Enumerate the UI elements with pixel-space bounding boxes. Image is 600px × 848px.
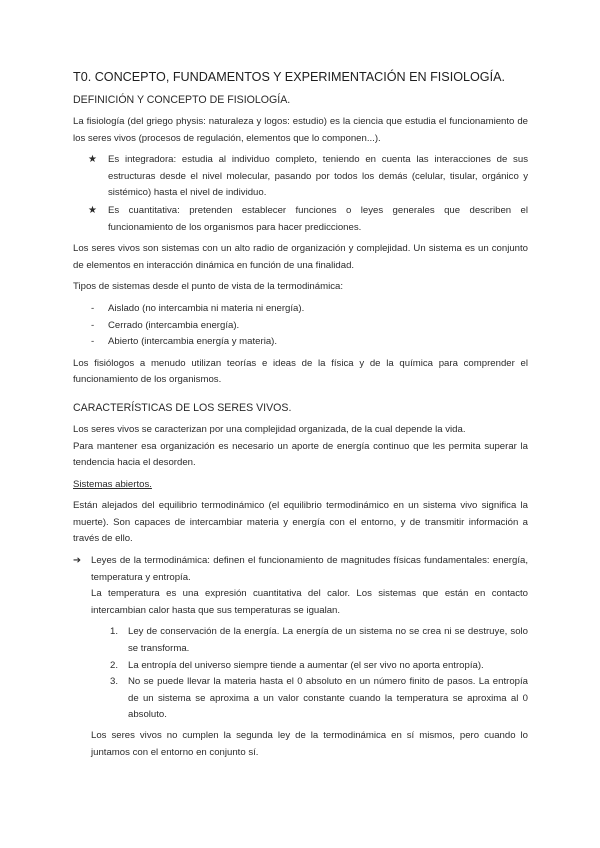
star-icon: ★ (88, 154, 97, 166)
thermodynamics-list (73, 553, 528, 586)
list-item: - Cerrado (intercambia energía). (73, 318, 528, 335)
complexity-paragraph: Los seres vivos se caracterizan por una complejidad organizada, de la cual depende la vida. (73, 423, 466, 435)
document-title: T0. CONCEPTO, FUNDAMENTOS Y EXPERIMENTACIÓN EN FISIOLOGÍA. (73, 70, 505, 84)
star-icon: ★ (88, 204, 97, 216)
section-heading-definition: DEFINICIÓN Y CONCEPTO DE FISIOLOGÍA. (73, 94, 291, 106)
list-item: - Aislado (no intercambia ni materia ni energía). (73, 301, 528, 318)
energy-paragraph: Para mantener esa organización es necesario un aporte de energía continuo que les permita superar la tendencia hacia el desorden. (73, 440, 528, 469)
section-heading-characteristics: CARACTERÍSTICAS DE LOS SERES VIVOS. (73, 401, 292, 414)
open-systems-subheading: Sistemas abiertos. (73, 478, 152, 490)
list-item: ★ Es cuantitativa: pretenden establecer funciones o leyes generales que describen el funcionamiento de los organismos para hacer predicciones. (88, 204, 528, 233)
open-systems-paragraph: Están alejados del equilibrio termodinámico (el equilibrio termodinámico en un sistema vivo significa la muerte). Son capaces de intercambiar materia y energía con el entorno, y de transmitir información a través de ello. (73, 500, 528, 545)
dash-icon: - (91, 319, 95, 331)
systems-paragraph: Los seres vivos son sistemas con un alto radio de organización y complejidad. Un sistema es un conjunto de elementos en interacción dinámica en función de una finalidad. (73, 243, 528, 271)
list-item: ★ Es integradora: estudia al individuo completo, teniendo en cuenta las interacciones de sus estructuras desde el nivel molecular, pasando por todos los demás (celular, tisular, orgánico y sistémico) hasta el nivel de individuo. (88, 154, 528, 199)
types-heading: Tipos de sistemas desde el punto de vista de la termodinámica: (73, 281, 344, 293)
list-item: 2. La entropía del universo siempre tiende a aumentar (el ser vivo no aporta entropía). (110, 659, 484, 671)
closing-paragraph: Los seres vivos no cumplen la segunda ley de la termodinámica en sí mismos, pero cuando lo juntamos con el entorno en conjunto sí. (91, 730, 528, 758)
dash-icon: - (91, 302, 95, 314)
document-page (73, 70, 528, 766)
list-item: - Abierto (intercambia energía y materia). (73, 334, 528, 351)
arrow-icon: ➔ (73, 555, 82, 567)
list-item: 1. Ley de conservación de la energía. La energía de un sistema no se crea ni se destruye, solo se transforma. (110, 626, 528, 655)
system-types-list (73, 301, 528, 351)
dash-icon: - (91, 336, 95, 348)
characteristics-list (73, 152, 528, 236)
list-item: 3. No se puede llevar la materia hasta el 0 absoluto en un número finito de pasos. La entropía de un sistema se aproxima a un valor constante cuando la temperatura se aproxima al 0 absoluto. (110, 676, 528, 721)
intro-paragraph: La fisiología (del griego physis: naturaleza y logos: estudio) es la ciencia que estudia el funcionamiento de los seres vivos (procesos de regulación, elementos que lo componen...). (73, 116, 528, 144)
laws-list (73, 624, 528, 724)
temperature-paragraph: La temperatura es una expresión cuantitativa del calor. Los sistemas que están en contacto intercambian calor hasta que sus temperaturas se igualan. (91, 588, 528, 616)
list-item: ➔ Leyes de la termodinámica: definen el funcionamiento de magnitudes físicas fundamentales: energía, temperatura y entropía. (73, 555, 528, 583)
physiologists-paragraph: Los fisiólogos a menudo utilizan teorías e ideas de la física y de la química para comprender el funcionamiento de los organismos. (73, 357, 528, 386)
